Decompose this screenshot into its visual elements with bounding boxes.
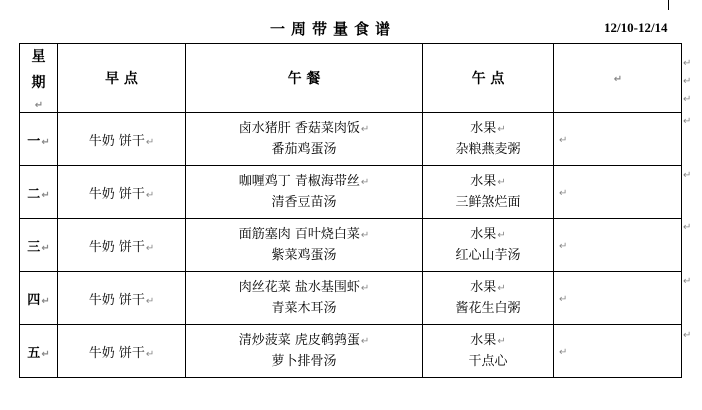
breakfast-cell: 牛奶 饼干↵ bbox=[58, 325, 186, 378]
extra-cell: ↵ bbox=[554, 219, 682, 272]
snack-cell: 水果↵ 酱花生白粥 bbox=[423, 272, 554, 325]
date-range: 12/10-12/14 bbox=[604, 20, 668, 35]
breakfast-cell: 牛奶 饼干↵ bbox=[58, 166, 186, 219]
table-row bbox=[20, 113, 682, 166]
menu-table bbox=[19, 43, 682, 378]
lunch-cell: 清炒菠菜 虎皮鹌鹑蛋↵ 萝卜排骨汤 bbox=[186, 325, 423, 378]
breakfast-cell: 牛奶 饼干↵ bbox=[58, 113, 186, 166]
col-header-snack: 午 点 bbox=[423, 44, 554, 113]
breakfast-cell: 牛奶 饼干↵ bbox=[58, 272, 186, 325]
extra-cell: ↵ bbox=[554, 272, 682, 325]
lunch-cell: 卤水猪肝 香菇菜肉饭↵ 番茄鸡蛋汤 bbox=[186, 113, 423, 166]
col-header-breakfast: 早 点 bbox=[58, 44, 186, 113]
breakfast-cell: 牛奶 饼干↵ bbox=[58, 219, 186, 272]
page-title: 一周带量食谱 bbox=[270, 20, 397, 38]
day-cell: 三↵ bbox=[20, 219, 58, 272]
lunch-cell: 肉丝花菜 盐水基围虾↵ 青菜木耳汤 bbox=[186, 272, 423, 325]
snack-cell: 水果↵ 红心山芋汤 bbox=[423, 219, 554, 272]
day-cell: 一↵ bbox=[20, 113, 58, 166]
col-header-extra: ↵ bbox=[554, 44, 682, 113]
col-header-weekday: 星期 ↵ bbox=[20, 44, 58, 113]
col-header-lunch: 午 餐 bbox=[186, 44, 423, 113]
day-cell: 五↵ bbox=[20, 325, 58, 378]
lunch-cell: 咖喱鸡丁 青椒海带丝↵ 清香豆苗汤 bbox=[186, 166, 423, 219]
table-row bbox=[20, 272, 682, 325]
lunch-cell: 面筋塞肉 百叶烧白菜↵ 紫菜鸡蛋汤 bbox=[186, 219, 423, 272]
text-cursor bbox=[668, 0, 669, 10]
day-cell: 二↵ bbox=[20, 166, 58, 219]
table-row bbox=[20, 166, 682, 219]
snack-cell: 水果↵ 三鲜煞烂面 bbox=[423, 166, 554, 219]
extra-cell: ↵ bbox=[554, 325, 682, 378]
table-header-row bbox=[20, 44, 682, 113]
snack-cell: 水果↵ 干点心 bbox=[423, 325, 554, 378]
day-cell: 四↵ bbox=[20, 272, 58, 325]
snack-cell: 水果↵ 杂粮燕麦粥 bbox=[423, 113, 554, 166]
table-row bbox=[20, 325, 682, 378]
table-row bbox=[20, 219, 682, 272]
extra-cell: ↵ bbox=[554, 113, 682, 166]
extra-cell: ↵ bbox=[554, 166, 682, 219]
